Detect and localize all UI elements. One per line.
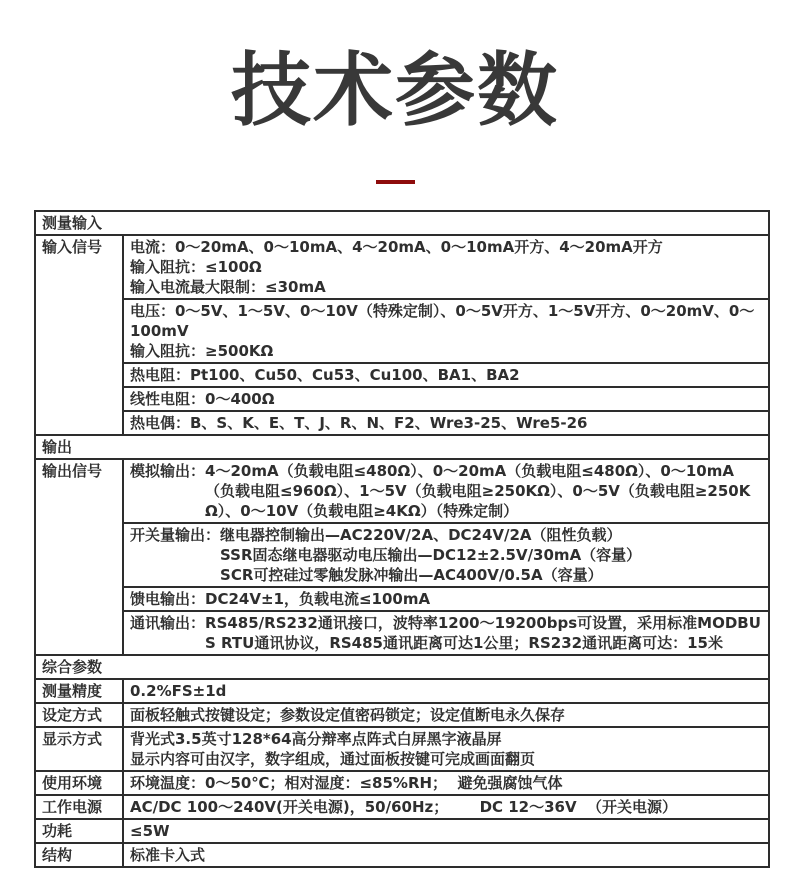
spec-text-line: 输入阻抗：≥500KΩ	[130, 342, 274, 360]
table-row	[35, 843, 769, 867]
spec-text-line: 0.2%FS±1d	[130, 682, 227, 700]
table-row	[35, 611, 769, 655]
spec-text-line: SSR固态继电器驱动电压输出—DC12±2.5V/30mA（容量）	[220, 546, 642, 564]
cell-rtd-spec	[123, 363, 769, 387]
section-row-general	[35, 655, 769, 679]
cell-environment-spec	[123, 771, 769, 795]
spec-text-line: SCR可控硅过零触发脉冲输出—AC400V/0.5A（容量）	[220, 566, 603, 584]
spec-text-line: 热电阻：Pt100、Cu50、Cu53、Cu100、BA1、BA2	[130, 366, 520, 384]
table-row	[35, 727, 769, 771]
table-row	[35, 411, 769, 435]
cell-setting-method-spec	[123, 703, 769, 727]
spec-text-line: 面板轻触式按键设定；参数设定值密码锁定；设定值断电永久保存	[130, 706, 566, 724]
cell-power-consumption-spec	[123, 819, 769, 843]
spec-text-line: 4～20mA（负载电阻≤480Ω）、0～20mA（负载电阻≤480Ω）、0～10mA（负载电阻≤960Ω）、1～5V（负载电阻≥250KΩ）、0～5V（负载电阻≥250KΩ）、0～10V（负载电阻≥4KΩ）（特殊定制）	[205, 462, 751, 520]
cell-current-spec	[123, 235, 769, 299]
cell-linear-resistance-spec	[123, 387, 769, 411]
spec-key: 开关量输出：	[130, 526, 221, 544]
spec-key: 模拟输出：	[130, 462, 206, 480]
table-row	[35, 523, 769, 587]
spec-text-line: DC24V±1，负载电流≤100mA	[205, 590, 431, 608]
page-title: 技术参数	[231, 44, 559, 137]
table-row	[35, 771, 769, 795]
table-row	[35, 459, 769, 523]
title-accent-dash	[376, 180, 415, 184]
table-row	[35, 235, 769, 299]
row-label-output-signal: 输出信号	[35, 459, 123, 655]
row-label-power-consumption: 功耗	[35, 819, 123, 843]
spec-text-line: RS485/RS232通讯接口，波特率1200～19200bps可设置，采用标准MODBUS RTU通讯协议，RS485通讯距离可达1公里；RS232通讯距离可达：15米	[205, 614, 761, 652]
spec-text-line: 线性电阻：0～400Ω	[130, 390, 275, 408]
spec-key: 馈电输出：	[130, 590, 206, 608]
cell-comm-output-spec	[123, 611, 769, 655]
section-row-output	[35, 435, 769, 459]
table-row	[35, 587, 769, 611]
spec-key: 通讯输出：	[130, 614, 206, 632]
spec-text-line: 环境温度：0～50℃；相对湿度：≤85%RH； 避免强腐蚀气体	[130, 774, 563, 792]
spec-text-line: AC/DC 100～240V(开关电源)，50/60Hz； DC 12～36V （开关电源）	[130, 798, 678, 816]
section-header-output: 输出	[35, 435, 769, 459]
table-row	[35, 387, 769, 411]
spec-text-line: 电流：0～20mA、0～10mA、4～20mA、0～10mA开方、4～20mA开方	[130, 238, 663, 256]
cell-feed-output-spec	[123, 587, 769, 611]
row-label-setting-method: 设定方式	[35, 703, 123, 727]
spec-text-line: 热电偶：B、S、K、E、T、J、R、N、F2、Wre3-25、Wre5-26	[130, 414, 588, 432]
row-label-display-method: 显示方式	[35, 727, 123, 771]
table-row	[35, 819, 769, 843]
spec-text-line: 标准卡入式	[130, 846, 206, 864]
section-header-general-params: 综合参数	[35, 655, 769, 679]
spec-text-line: 输入阻抗：≤100Ω	[130, 258, 262, 276]
row-label-accuracy: 测量精度	[35, 679, 123, 703]
table-row	[35, 299, 769, 363]
spec-table	[34, 210, 770, 868]
cell-switch-output-spec	[123, 523, 769, 587]
section-header-measurement-input: 测量输入	[35, 211, 769, 235]
cell-accuracy-spec	[123, 679, 769, 703]
spec-text-line: 继电器控制输出—AC220V/2A、DC24V/2A（阻性负载）	[220, 526, 622, 544]
cell-power-supply-spec	[123, 795, 769, 819]
row-label-environment: 使用环境	[35, 771, 123, 795]
row-label-input-signal: 输入信号	[35, 235, 123, 435]
row-label-structure: 结构	[35, 843, 123, 867]
spec-text-line: 显示内容可由汉字，数字组成，通过面板按键可完成画面翻页	[130, 750, 536, 768]
cell-structure-spec	[123, 843, 769, 867]
table-row	[35, 679, 769, 703]
section-row-measurement-input	[35, 211, 769, 235]
cell-voltage-spec	[123, 299, 769, 363]
cell-analog-output-spec	[123, 459, 769, 523]
table-row	[35, 795, 769, 819]
spec-text-line: 输入电流最大限制：≤30mA	[130, 278, 326, 296]
cell-thermocouple-spec	[123, 411, 769, 435]
spec-text-line: ≤5W	[130, 822, 170, 840]
table-row	[35, 363, 769, 387]
spec-text-line: 背光式3.5英寸128*64高分辩率点阵式白屏黑字液晶屏	[130, 730, 502, 748]
spec-sheet-page	[0, 44, 790, 893]
row-label-power-supply: 工作电源	[35, 795, 123, 819]
cell-display-method-spec	[123, 727, 769, 771]
spec-text-line: 电压：0～5V、1～5V、0～10V（特殊定制）、0～5V开方、1～5V开方、0～20mV、0～100mV	[130, 302, 755, 340]
table-row	[35, 703, 769, 727]
